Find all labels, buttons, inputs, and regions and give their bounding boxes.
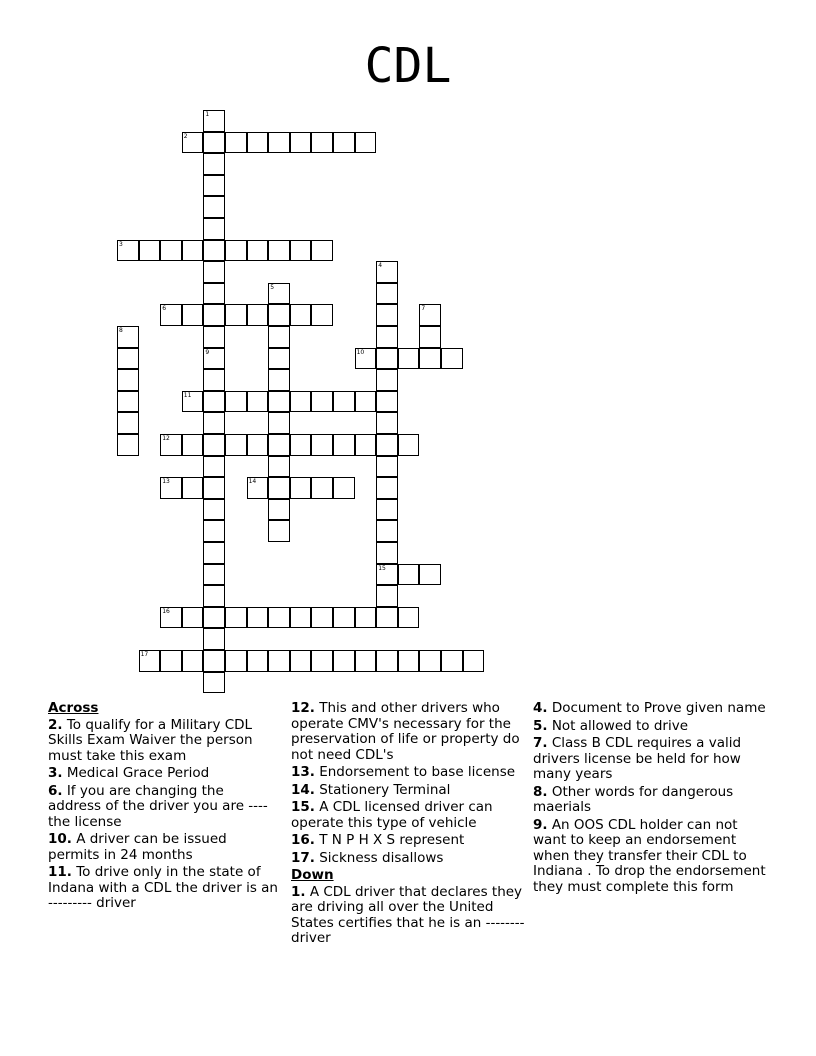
clue-number: 5 [270,283,275,291]
grid-cell[interactable] [376,456,398,478]
grid-cell[interactable] [376,391,398,413]
grid-cell[interactable] [333,434,355,456]
clue-column-2 [291,701,526,949]
grid-cell[interactable] [355,132,377,154]
grid-cell[interactable] [160,304,182,326]
grid-cell[interactable] [117,434,139,456]
grid-cell[interactable] [398,650,420,672]
clue-item-number: 12. [291,700,315,716]
grid-cell[interactable] [376,607,398,629]
clue-item [291,701,526,763]
grid-cell[interactable] [376,412,398,434]
grid-cell[interactable] [247,477,269,499]
grid-cell[interactable] [182,434,204,456]
clue-number: 12 [162,435,170,442]
clue-list-down-a [291,885,526,947]
grid-cell[interactable] [441,348,463,370]
grid-cell[interactable] [247,132,269,154]
grid-cell[interactable] [376,585,398,607]
grid-cell[interactable] [376,348,398,370]
grid-cell[interactable] [182,391,204,413]
grid-cell[interactable] [203,672,225,694]
grid-cell[interactable] [376,304,398,326]
clue-item-text: To drive only in the state of Indana with a CDL the driver is an --------- driver [48,864,278,911]
grid-cell[interactable] [203,369,225,391]
grid-cell[interactable] [117,391,139,413]
clue-item-text: To qualify for a Military CDL Skills Exam Waiver the person must take this exam [48,716,253,764]
grid-cell[interactable] [290,132,312,154]
clue-item-number: 7. [533,735,548,751]
clue-item-number: 10. [48,831,72,847]
grid-cell[interactable] [203,348,225,370]
grid-cell[interactable] [355,434,377,456]
grid-cell[interactable] [290,240,312,262]
grid-cell[interactable] [419,304,441,326]
grid-cell[interactable] [203,391,225,413]
grid-cell[interactable] [203,218,225,240]
grid-cell[interactable] [268,520,290,542]
clue-item [291,851,526,867]
clue-item [48,784,278,831]
grid-cell[interactable] [290,391,312,413]
clue-item-number: 5. [533,717,548,734]
clue-item-text: Medical Grace Period [62,765,210,781]
clue-number: 15 [378,564,386,572]
grid-cell[interactable] [268,477,290,499]
clue-item-text: Endorsement to base license [314,764,516,780]
grid-cell[interactable] [203,434,225,456]
clue-item-number: 6. [48,782,63,799]
grid-cell[interactable] [311,477,333,499]
clue-number: 4 [378,262,383,270]
grid-cell[interactable] [203,153,225,175]
grid-cell[interactable] [355,391,377,413]
clue-number: 17 [140,651,149,658]
clue-item [48,766,278,782]
grid-cell[interactable] [182,477,204,499]
grid-cell[interactable] [160,434,182,456]
grid-cell[interactable] [203,261,225,283]
grid-cell[interactable] [225,650,247,672]
grid-cell[interactable] [203,283,225,305]
grid-cell[interactable] [376,477,398,499]
grid-cell[interactable] [247,391,269,413]
grid-cell[interactable] [117,240,139,262]
grid-cell[interactable] [376,434,398,456]
clue-item [533,701,773,717]
grid-cell[interactable] [182,607,204,629]
clue-column-1 [48,701,278,914]
grid-cell[interactable] [182,240,204,262]
grid-cell[interactable] [311,607,333,629]
clue-list-across-a [48,718,278,912]
grid-cell[interactable] [355,348,377,370]
clue-list-down-b [533,701,773,895]
grid-cell[interactable] [203,477,225,499]
clue-item-text: Stationery Terminal [314,781,451,798]
grid-cell[interactable] [268,348,290,370]
grid-cell[interactable] [225,607,247,629]
grid-cell[interactable] [463,650,485,672]
clue-item-text: A driver can be issued permits in 24 months [48,831,227,863]
grid-cell[interactable] [203,456,225,478]
grid-cell[interactable] [333,391,355,413]
grid-cell[interactable] [268,412,290,434]
grid-cell[interactable] [160,650,182,672]
grid-cell[interactable] [268,132,290,154]
clue-number: 2 [183,132,188,140]
grid-cell[interactable] [398,564,420,586]
grid-cell[interactable] [225,304,247,326]
grid-cell[interactable] [203,650,225,672]
grid-cell[interactable] [268,240,290,262]
clue-item-text: T N P H X S represent [314,832,465,848]
grid-cell[interactable] [203,175,225,197]
clue-item-number: 15. [291,799,315,815]
grid-cell[interactable] [398,607,420,629]
grid-cell[interactable] [203,132,225,154]
grid-cell[interactable] [376,542,398,564]
grid-cell[interactable] [225,434,247,456]
grid-cell[interactable] [311,240,333,262]
grid-cell[interactable] [203,499,225,521]
clue-item-number: 17. [291,849,315,866]
clue-item-number: 14. [291,781,315,798]
grid-cell[interactable] [376,261,398,283]
clue-item-text: An OOS CDL holder can not want to keep an endorsement when they transfer their CDL to Indiana . To drop the endorsement they must complete this form [533,816,766,895]
grid-cell[interactable] [160,477,182,499]
clue-item-text: This and other drivers who operate CMV's necessary for the preservation of life or property do not need CDL's [291,700,520,763]
down-heading: Down [291,867,334,883]
clue-number: 7 [421,305,426,313]
grid-cell[interactable] [290,650,312,672]
clue-item [291,833,526,849]
grid-cell[interactable] [419,564,441,586]
clue-item-text: Document to Prove given name [547,700,766,716]
clue-list-across-b [291,701,526,866]
clue-item [533,736,773,783]
clue-item-number: 8. [533,783,548,800]
clue-item-text: Not allowed to drive [547,717,689,734]
grid-cell[interactable] [268,434,290,456]
clue-item-text: A CDL licensed driver can operate this type of vehicle [291,799,493,831]
clue-item [533,818,773,896]
grid-cell[interactable] [117,326,139,348]
grid-cell[interactable] [311,434,333,456]
grid-cell[interactable] [247,650,269,672]
grid-cell[interactable] [203,326,225,348]
clue-item-number: 16. [291,832,315,848]
grid-cell[interactable] [376,499,398,521]
clue-item-number: 11. [48,864,72,880]
clue-item [48,832,278,863]
across-heading: Across [48,700,99,716]
grid-cell[interactable] [290,434,312,456]
grid-cell[interactable] [247,607,269,629]
grid-cell[interactable] [203,110,225,132]
clue-item [48,865,278,912]
clue-item [291,800,526,831]
grid-cell[interactable] [182,650,204,672]
clue-item-text: If you are changing the address of the driver you are ---- the license [48,782,268,830]
grid-cell[interactable] [117,369,139,391]
grid-cell[interactable] [333,650,355,672]
clue-item [291,885,526,947]
grid-cell[interactable] [376,283,398,305]
grid-cell[interactable] [117,412,139,434]
grid-cell[interactable] [398,348,420,370]
clue-number: 11 [183,391,192,399]
grid-cell[interactable] [203,240,225,262]
clue-item [48,718,278,765]
clue-number: 10 [356,348,365,356]
grid-cell[interactable] [376,369,398,391]
grid-cell[interactable] [419,650,441,672]
grid-cell[interactable] [398,434,420,456]
grid-cell[interactable] [419,326,441,348]
grid-cell[interactable] [268,607,290,629]
grid-cell[interactable] [160,240,182,262]
clue-number: 6 [162,305,167,313]
clue-number: 8 [119,327,123,334]
grid-cell[interactable] [311,650,333,672]
grid-cell[interactable] [441,650,463,672]
grid-cell[interactable] [182,132,204,154]
clue-item-number: 1. [291,883,306,900]
grid-cell[interactable] [247,434,269,456]
grid-cell[interactable] [203,564,225,586]
grid-cell[interactable] [203,628,225,650]
clue-item-number: 9. [533,816,548,833]
clue-number: 9 [205,348,210,356]
clue-number: 16 [162,607,170,615]
grid-cell[interactable] [376,650,398,672]
grid-cell[interactable] [203,542,225,564]
clue-item-number: 3. [48,765,63,781]
clue-number: 14 [248,478,257,486]
grid-cell[interactable] [333,132,355,154]
grid-cell[interactable] [333,477,355,499]
grid-cell[interactable] [203,412,225,434]
grid-cell[interactable] [376,326,398,348]
grid-cell[interactable] [160,607,182,629]
clue-item-text: Class B CDL requires a valid drivers license be held for how many years [533,735,742,782]
grid-cell[interactable] [225,132,247,154]
clue-item-text: Sickness disallows [314,849,444,866]
grid-cell[interactable] [311,304,333,326]
clue-column-3 [533,701,773,897]
grid-cell[interactable] [333,607,355,629]
grid-cell[interactable] [355,650,377,672]
clue-number: 3 [119,240,123,248]
clue-item-number: 4. [533,700,548,716]
clue-item [533,719,773,735]
clue-item-number: 2. [48,716,63,733]
grid-cell[interactable] [139,650,161,672]
grid-cell[interactable] [247,304,269,326]
clue-number: 1 [205,111,210,118]
grid-cell[interactable] [268,650,290,672]
grid-cell[interactable] [268,304,290,326]
grid-cell[interactable] [268,456,290,478]
clue-item [291,765,526,781]
grid-cell[interactable] [355,607,377,629]
grid-cell[interactable] [268,283,290,305]
clue-item-text: A CDL driver that declares they are driving all over the United States certifies that he is an -------- driver [291,883,525,946]
grid-cell[interactable] [117,348,139,370]
grid-cell[interactable] [225,391,247,413]
grid-cell[interactable] [268,326,290,348]
grid-cell[interactable] [203,520,225,542]
grid-cell[interactable] [225,240,247,262]
grid-cell[interactable] [290,304,312,326]
grid-cell[interactable] [203,196,225,218]
grid-cell[interactable] [182,304,204,326]
grid-cell[interactable] [247,240,269,262]
page-title: CDL [364,38,452,94]
grid-cell[interactable] [203,585,225,607]
clue-item [291,783,526,799]
grid-cell[interactable] [311,391,333,413]
clue-number: 13 [162,478,170,486]
grid-cell[interactable] [203,607,225,629]
grid-cell[interactable] [419,348,441,370]
clue-item [533,785,773,816]
grid-cell[interactable] [139,240,161,262]
grid-cell[interactable] [268,499,290,521]
grid-cell[interactable] [203,304,225,326]
clue-item-text: Other words for dangerous maerials [533,783,734,815]
grid-cell[interactable] [290,607,312,629]
grid-cell[interactable] [376,520,398,542]
grid-cell[interactable] [268,391,290,413]
grid-cell[interactable] [268,369,290,391]
grid-cell[interactable] [376,564,398,586]
grid-cell[interactable] [311,132,333,154]
clue-item-number: 13. [291,764,315,780]
grid-cell[interactable] [290,477,312,499]
